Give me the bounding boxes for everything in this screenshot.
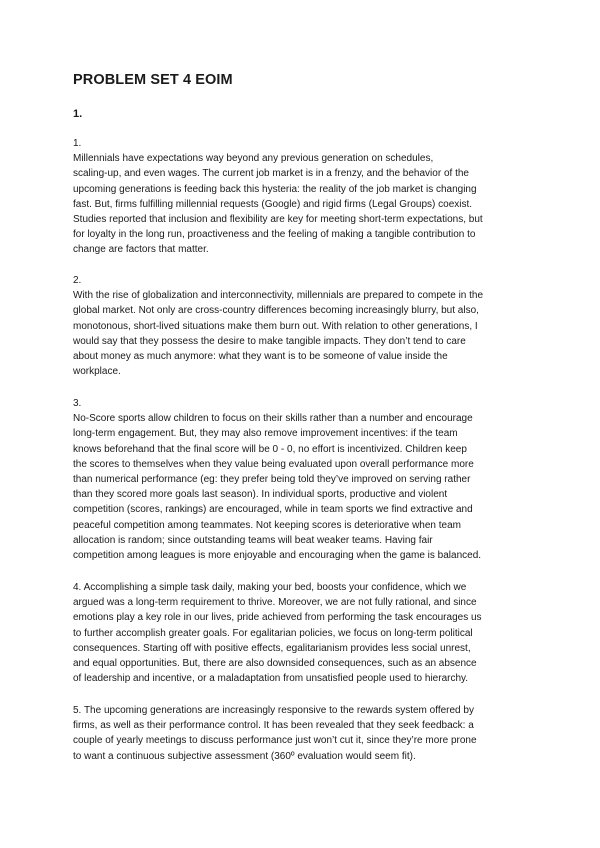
- answer-1-paragraph: 1. Millennials have expectations way beyond any previous generation on schedules, scaling-up, and even wages. The current job market is in a frenzy, and the behavior of the upcoming generations is feeding back this hysteria: the reality of the job market is changing fast. But, firms fulfilling millennial requests (Google) and rigid firms (Legal Groups) coexist. Studies reported that inclusion and flexibility are key for meeting short-term expectations, but for loyalty in the long run, proactiveness and the feeling of making a tangible contribution to change are factors that matter.: [73, 138, 483, 256]
- answer-2-paragraph: 2. With the rise of globalization and interconnectivity, millennials are prepared to compete in the global market. Not only are cross-country differences becoming increasingly blurry, but also, monotonous, short-lived situations make them burn out. With relation to other generations, I would say that they possess the desire to make tangible impacts. They don’t tend to care about money as much anymore: what they want is to be someone of value inside the workplace.: [73, 275, 484, 378]
- document-title: PROBLEM SET 4 EOIM: [73, 72, 233, 88]
- answer-5-paragraph: 5. The upcoming generations are increasingly responsive to the rewards system offered by firms, as well as their performance control. It has been revealed that they seek feedback: a couple of yearly meetings to discuss performance just won’t cut it, since they’re more prone to want a continuous subjective assessment (360º evaluation would seem fit).: [73, 705, 477, 762]
- answer-4-paragraph: 4. Accomplishing a simple task daily, making your bed, boosts your confidence, which we argued was a long-term requirement to thrive. Moreover, we are not fully rational, and since emotions play a key role in our lives, pride achieved from performing the task encourages us to further accomplish greater goals. For egalitarian policies, we focus on long-term political consequences. Starting off with positive effects, egalitarianism provides less social unrest, and equal opportunities. But, there are also downsided consequences, such as an absence of leadership and incentive, or a maladaptation from unsatisfied people used to hierarchy.: [73, 582, 482, 685]
- answer-3-paragraph: 3. No-Score sports allow children to focus on their skills rather than a number and encourage long-term engagement. But, they may also remove improvement incentives: if the team knows beforehand that the final score will be 0 - 0, no effort is incentivized. Children keep the scores to themselves when they value being evaluated upon overall performance more than numerical performance (eg: they prefer being told they’ve improved on serving rather than they scored more goals last season). In individual sports, productive and violent competition (scores, rankings) are encouraged, while in team sports we find extractive and peaceful competition among teammates. Not keeping scores is deteriorative when team allocation is random; since outstanding teams will beat weaker teams. Having fair competition among leagues is more enjoyable and encouraging when the game is balanced.: [73, 398, 482, 562]
- section-heading: 1.: [73, 108, 83, 120]
